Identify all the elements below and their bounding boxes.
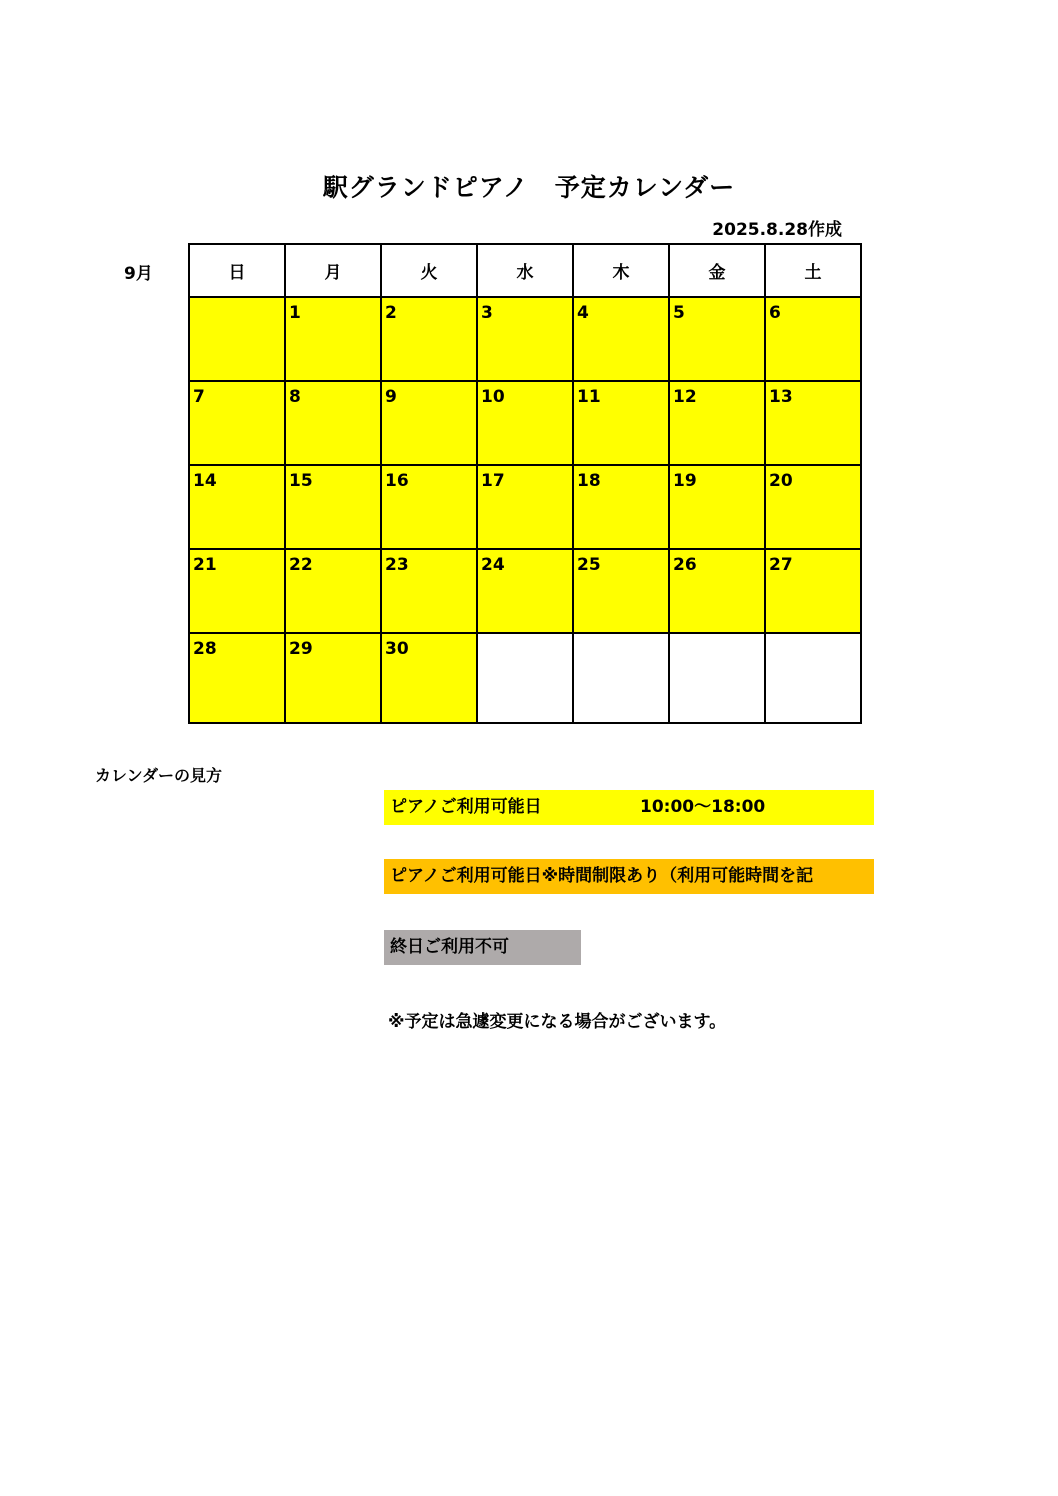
page-title: 駅グランドピアノ 予定カレンダー bbox=[322, 173, 736, 202]
day-number: 16 bbox=[385, 471, 409, 491]
day-cell bbox=[381, 297, 477, 381]
day-number: 30 bbox=[385, 639, 409, 659]
empty-day-cell bbox=[765, 633, 861, 723]
empty-day-cell bbox=[573, 633, 669, 723]
day-cell bbox=[381, 465, 477, 549]
day-number: 28 bbox=[193, 639, 217, 659]
week-row bbox=[189, 633, 861, 723]
day-number: 17 bbox=[481, 471, 505, 491]
calendar-table bbox=[188, 243, 862, 724]
day-number: 21 bbox=[193, 555, 217, 575]
day-cell bbox=[285, 633, 381, 723]
weekday-header-row bbox=[189, 244, 861, 297]
day-cell bbox=[189, 381, 285, 465]
day-number: 19 bbox=[673, 471, 697, 491]
day-cell bbox=[189, 633, 285, 723]
day-cell bbox=[765, 549, 861, 633]
weekday-sun: 日 bbox=[189, 244, 285, 297]
day-number bbox=[190, 298, 284, 304]
day-number: 9 bbox=[385, 387, 397, 407]
day-cell bbox=[669, 297, 765, 381]
week-row bbox=[189, 297, 861, 381]
day-cell bbox=[477, 381, 573, 465]
day-number: 27 bbox=[769, 555, 793, 575]
day-number bbox=[574, 634, 668, 640]
day-cell bbox=[669, 549, 765, 633]
day-number: 1 bbox=[289, 303, 301, 323]
day-number: 13 bbox=[769, 387, 793, 407]
day-number: 24 bbox=[481, 555, 505, 575]
day-number: 11 bbox=[577, 387, 601, 407]
day-number bbox=[670, 634, 764, 640]
legend-available-time: 10:00～18:00 bbox=[640, 797, 766, 817]
day-cell bbox=[669, 381, 765, 465]
legend-available-label: ピアノご利用可能日 bbox=[390, 797, 542, 817]
day-cell bbox=[573, 549, 669, 633]
day-cell bbox=[765, 297, 861, 381]
day-number bbox=[478, 634, 572, 640]
day-cell bbox=[189, 465, 285, 549]
day-cell bbox=[669, 465, 765, 549]
day-number: 25 bbox=[577, 555, 601, 575]
day-number: 12 bbox=[673, 387, 697, 407]
legend-limited-label: ピアノご利用可能日※時間制限あり（利用可能時間を記 bbox=[390, 866, 814, 886]
day-cell bbox=[477, 297, 573, 381]
weekday-sat: 土 bbox=[765, 244, 861, 297]
day-cell bbox=[381, 633, 477, 723]
legend-unavailable bbox=[384, 930, 581, 965]
created-date: 2025.8.28作成 bbox=[712, 220, 842, 240]
day-cell bbox=[189, 297, 285, 381]
day-number: 5 bbox=[673, 303, 685, 323]
day-number: 20 bbox=[769, 471, 793, 491]
day-number: 3 bbox=[481, 303, 493, 323]
day-cell bbox=[285, 549, 381, 633]
day-cell bbox=[765, 381, 861, 465]
day-cell bbox=[285, 465, 381, 549]
day-cell bbox=[573, 381, 669, 465]
day-number: 22 bbox=[289, 555, 313, 575]
day-number: 18 bbox=[577, 471, 601, 491]
weekday-wed: 水 bbox=[477, 244, 573, 297]
legend-limited bbox=[384, 859, 874, 894]
day-number: 6 bbox=[769, 303, 781, 323]
day-number: 8 bbox=[289, 387, 301, 407]
day-number: 23 bbox=[385, 555, 409, 575]
day-number: 2 bbox=[385, 303, 397, 323]
day-cell bbox=[573, 297, 669, 381]
day-number: 15 bbox=[289, 471, 313, 491]
day-number: 7 bbox=[193, 387, 205, 407]
day-number: 29 bbox=[289, 639, 313, 659]
day-number: 26 bbox=[673, 555, 697, 575]
month-label: 9月 bbox=[124, 264, 153, 284]
weekday-fri: 金 bbox=[669, 244, 765, 297]
empty-day-cell bbox=[669, 633, 765, 723]
legend-available bbox=[384, 790, 874, 825]
day-number: 14 bbox=[193, 471, 217, 491]
change-note: ※予定は急遽変更になる場合がございます。 bbox=[388, 1012, 727, 1032]
week-row bbox=[189, 549, 861, 633]
week-row bbox=[189, 465, 861, 549]
day-cell bbox=[381, 549, 477, 633]
weekday-thu: 木 bbox=[573, 244, 669, 297]
weekday-mon: 月 bbox=[285, 244, 381, 297]
day-cell bbox=[765, 465, 861, 549]
day-cell bbox=[573, 465, 669, 549]
day-cell bbox=[285, 297, 381, 381]
day-number bbox=[766, 634, 860, 640]
day-cell bbox=[477, 549, 573, 633]
day-cell bbox=[189, 549, 285, 633]
legend-unavailable-label: 終日ご利用不可 bbox=[390, 937, 509, 957]
day-cell bbox=[381, 381, 477, 465]
day-number: 10 bbox=[481, 387, 505, 407]
week-row bbox=[189, 381, 861, 465]
day-number: 4 bbox=[577, 303, 589, 323]
day-cell bbox=[477, 465, 573, 549]
day-cell bbox=[285, 381, 381, 465]
legend-heading: カレンダーの見方 bbox=[95, 766, 222, 785]
empty-day-cell bbox=[477, 633, 573, 723]
weekday-tue: 火 bbox=[381, 244, 477, 297]
